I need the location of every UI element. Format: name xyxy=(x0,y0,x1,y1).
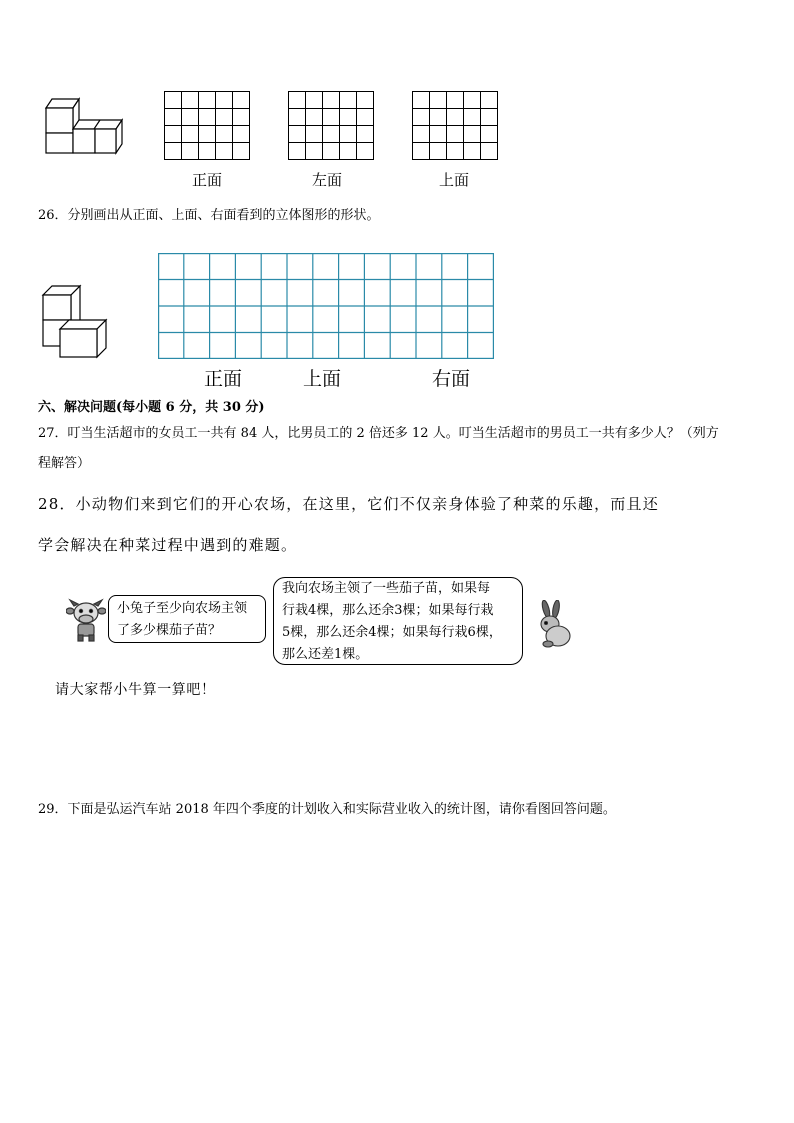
drawing-grid-q26[interactable] xyxy=(158,253,494,359)
drawing-grid-front[interactable] xyxy=(164,91,250,160)
question-27-line2: 程解答） xyxy=(38,456,91,471)
label-left: 左面 xyxy=(312,171,343,189)
rabbit-speech-line: 5棵，那么还余4棵；如果每行栽6棵， xyxy=(282,625,502,640)
calf-icon xyxy=(66,598,106,642)
rabbit-speech-line: 行栽4棵，那么还余3棵；如果每行栽 xyxy=(282,603,494,618)
label-top: 上面 xyxy=(439,171,470,189)
section-heading: 六、解决问题(每小题 6 分，共 30 分) xyxy=(38,400,265,415)
calf-speech-line: 了多少棵茄子苗？ xyxy=(117,623,222,638)
question-28-line2: 学会解决在种菜过程中遇到的难题。 xyxy=(38,536,298,554)
rabbit-speech-line: 那么还差1棵。 xyxy=(282,647,369,662)
label-q26-right: 右面 xyxy=(432,368,471,390)
label-q26-top: 上面 xyxy=(303,368,342,390)
label-q26-front: 正面 xyxy=(204,368,243,390)
question-27-line1: 27．叮当生活超市的女员工一共有 84 人，比男员工的 2 倍还多 12 人。叮当生活超市的男员工一共有多少人？（列方 xyxy=(38,426,719,441)
drawing-grid-top[interactable] xyxy=(412,91,498,160)
rabbit-speech-bubble xyxy=(273,577,523,665)
calf-speech-bubble xyxy=(108,595,266,643)
rabbit-icon xyxy=(534,600,574,648)
question-28-line1: 28．小动物们来到它们的开心农场，在这里，它们不仅亲身体验了种菜的乐趣，而且还 xyxy=(38,495,659,513)
drawing-grid-left[interactable] xyxy=(288,91,374,160)
calf-speech-line: 小兔子至少向农场主领 xyxy=(117,601,248,616)
rabbit-speech-line: 我向农场主领了一些茄子苗，如果每 xyxy=(282,581,491,596)
question-26: 26．分别画出从正面、上面、右面看到的立体图形的形状。 xyxy=(38,208,380,223)
cube-figure-q26 xyxy=(40,283,110,359)
question-28-prompt: 请大家帮小牛算一算吧！ xyxy=(55,682,216,698)
cube-figure-q25 xyxy=(42,96,126,156)
label-front: 正面 xyxy=(192,171,223,189)
question-29: 29．下面是弘运汽车站 2018 年四个季度的计划收入和实际营业收入的统计图，请你看图回答问题。 xyxy=(38,802,616,817)
